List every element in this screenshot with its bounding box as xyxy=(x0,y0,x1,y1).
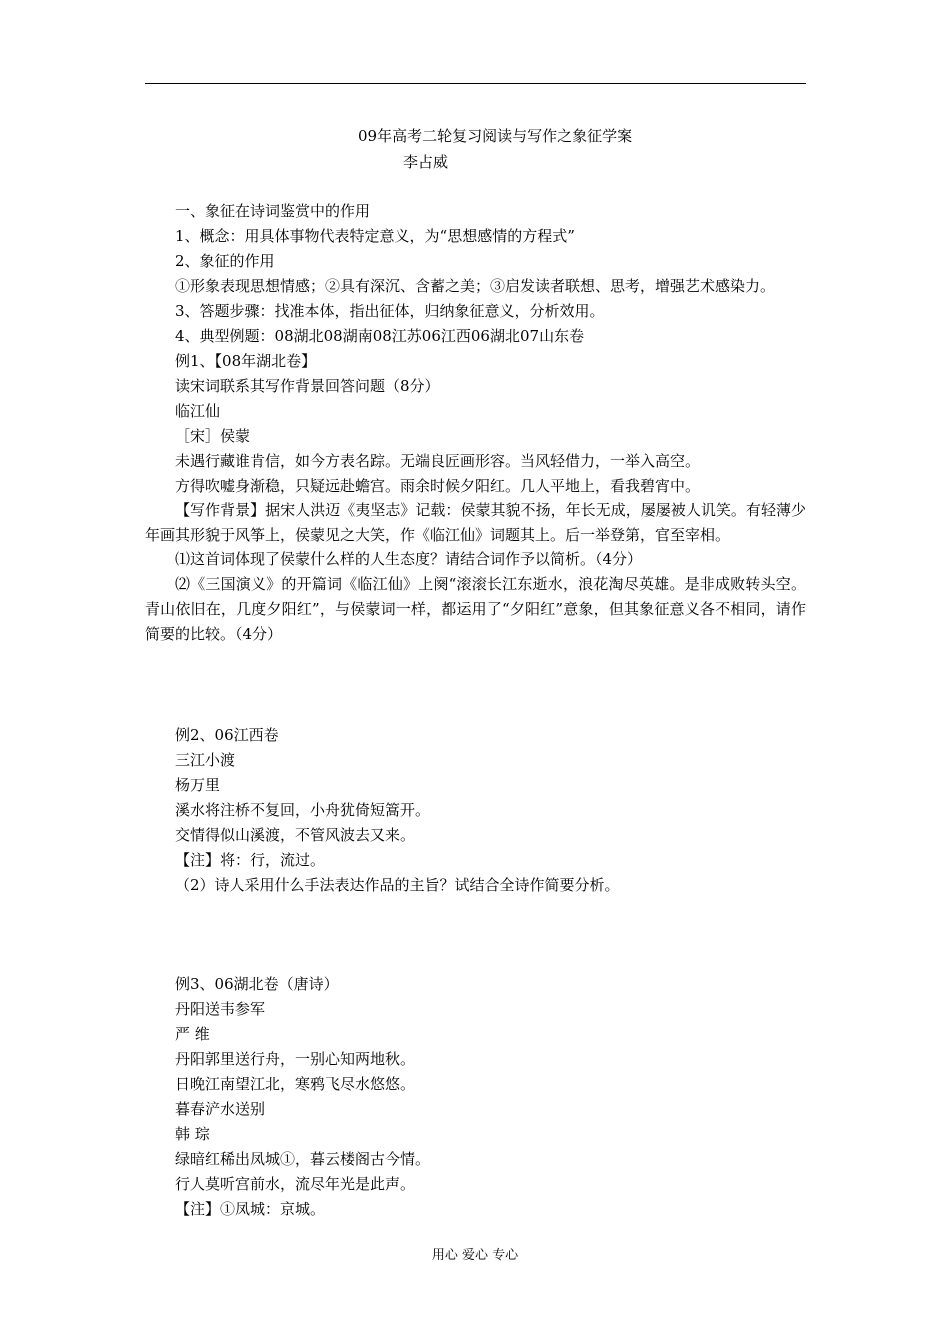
page-footer: 用心 爱心 专心 xyxy=(431,1248,519,1263)
example2-label: 例2、06江西卷 xyxy=(175,726,279,744)
example3-label: 例3、06湖北卷（唐诗） xyxy=(175,975,339,993)
example1-question: ⑴这首词体现了侯蒙什么样的人生态度？请结合词作予以简析。（4分） xyxy=(175,550,643,568)
example2-poem-author: 杨万里 xyxy=(175,776,221,794)
document-title: 09年高考二轮复习阅读与写作之象征学案 xyxy=(358,127,633,145)
example2-question: （2）诗人采用什么手法表达作品的主旨？试结合全诗作简要分析。 xyxy=(175,876,620,894)
example1-verse: 未遇行藏谁肯信，如今方表名踪。无端良匠画形容。当风轻借力，一举入高空。 xyxy=(175,452,701,470)
example1-poem-author: ［宋］侯蒙 xyxy=(175,427,251,445)
example3-poem1-author: 严 维 xyxy=(175,1025,210,1043)
example1-instruction: 读宋词联系其写作背景回答问题（8分） xyxy=(175,377,440,395)
section-heading: 一、象征在诗词鉴赏中的作用 xyxy=(175,202,371,220)
role-items: ①形象表现思想情感；②具有深沉、含蓄之美；③启发读者联想、思考，增强艺术感染力。 xyxy=(175,277,776,295)
example2-note: 【注】将：行，流过。 xyxy=(175,851,326,869)
example1-poem-title: 临江仙 xyxy=(175,402,221,420)
examples-line: 4、典型例题：08湖北08湖南08江苏06江西06湖北07山东卷 xyxy=(175,327,585,345)
example2-verse: 溪水将注桥不复回，小舟犹倚短篙开。 xyxy=(175,801,431,819)
example3-poem1-verse: 日晚江南望江北，寒鸦飞尽水悠悠。 xyxy=(175,1075,416,1093)
example3-poem2-title: 暮春浐水送别 xyxy=(175,1100,266,1118)
role-heading: 2、象征的作用 xyxy=(175,252,275,270)
example1-verse: 方得吹嘘身渐稳，只疑远赴蟾宫。雨余时候夕阳红。几人平地上，看我碧宵中。 xyxy=(175,477,701,495)
header-rule xyxy=(145,83,806,84)
example3-poem2-author: 韩 琮 xyxy=(175,1125,210,1143)
example2-verse: 交情得似山溪渡，不管风波去又来。 xyxy=(175,826,416,844)
example1-label: 例1、【08年湖北卷】 xyxy=(175,352,317,370)
example3-poem1-title: 丹阳送韦参军 xyxy=(175,1000,266,1018)
example1-background: 【写作背景】据宋人洪迈《夷坚志》记载：侯蒙其貌不扬，年长无成，屡屡被人讥笑。有轻薄少年画其形貌于风筝上，侯蒙见之大笑，作《临江仙》词题其上。后一举登第，官至宰相。 xyxy=(145,501,806,544)
example3-poem2-verse: 行人莫听宫前水，流尽年光是此声。 xyxy=(175,1175,416,1193)
example3-note: 【注】①凤城：京城。 xyxy=(175,1200,326,1218)
concept-line: 1、概念：用具体事物代表特定意义，为“思想感情的方程式” xyxy=(175,227,575,245)
steps-line: 3、答题步骤：找准本体，指出征体，归纳象征意义，分析效用。 xyxy=(175,302,605,320)
example3-poem2-verse: 绿暗红稀出凤城①，暮云楼阁古今情。 xyxy=(175,1150,431,1168)
example3-poem1-verse: 丹阳郭里送行舟，一别心知两地秋。 xyxy=(175,1050,416,1068)
example2-poem-title: 三江小渡 xyxy=(175,751,236,769)
document-author: 李占威 xyxy=(403,153,449,171)
example1-question: ⑵《三国演义》的开篇词《临江仙》上阕“滚滚长江东逝水，浪花淘尽英雄。是非成败转头空。青山依旧在，几度夕阳红”，与侯蒙词一样，都运用了“夕阳红”意象，但其象征意义各不相同，请作简要的比较。（4分） xyxy=(145,575,806,643)
